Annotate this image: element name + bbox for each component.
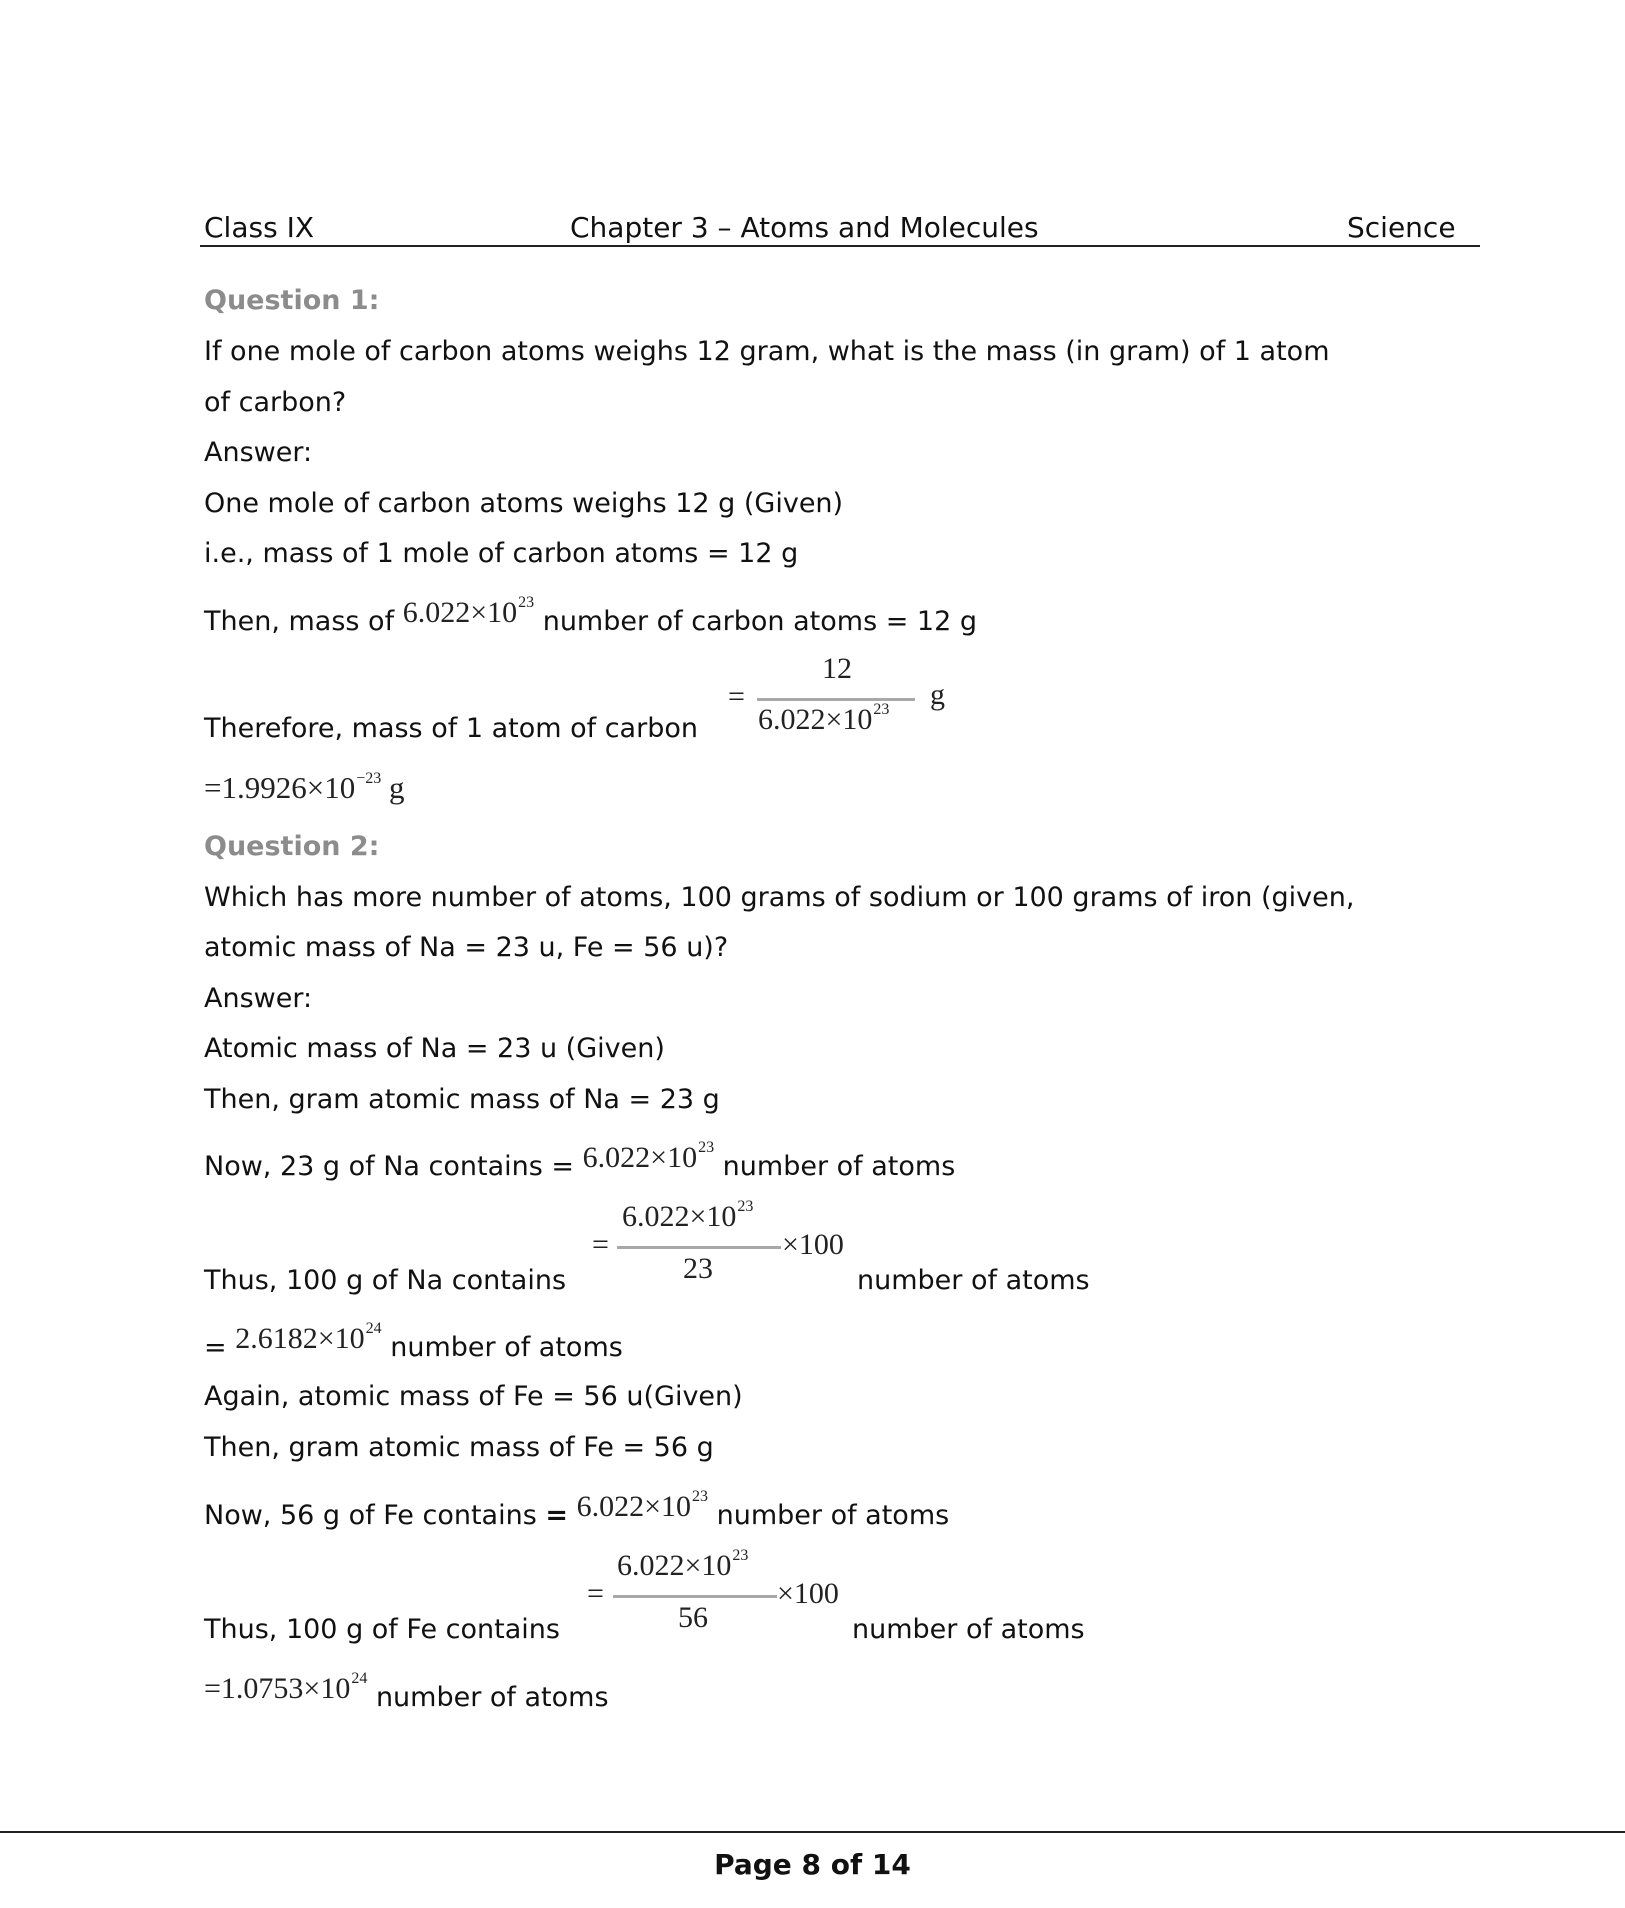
header-rule	[200, 245, 1480, 247]
header-chapter-title: Chapter 3 – Atoms and Molecules	[570, 211, 1039, 244]
q1-answer-line-2: i.e., mass of 1 mole of carbon atoms = 12 g	[204, 538, 799, 569]
q2-l9-multiplier: ×100	[777, 1577, 839, 1610]
q2-l4-post: number of atoms	[857, 1265, 1090, 1296]
question-2-label: Question 2:	[204, 831, 380, 862]
q2-l5-post: number of atoms	[390, 1332, 623, 1363]
q2-l5-mantissa: 2.6182×10	[235, 1322, 365, 1355]
q2-l8-post: number of atoms	[716, 1500, 950, 1531]
q2-l4-pre: Thus, 100 g of Na contains	[204, 1265, 567, 1296]
q1-l3-exponent: 23	[518, 594, 535, 611]
q1-result-exponent: −23	[356, 770, 382, 787]
header-subject: Science	[1347, 211, 1456, 244]
footer-rule	[0, 1831, 1625, 1833]
q1-l3-pre: Then, mass of	[204, 606, 395, 637]
q2-l10-math	[204, 1672, 367, 1705]
q1-l4-fraction-bar	[757, 698, 915, 701]
q1-l3-mantissa: 6.022×10	[402, 596, 518, 629]
q2-l9-post: number of atoms	[852, 1614, 1085, 1645]
question-1-text-line-1: If one mole of carbon atoms weighs 12 gram, what is the mass (in gram) of 1 atom	[204, 336, 1330, 367]
q2-l4-multiplier: ×100	[782, 1228, 844, 1261]
question-1-answer-label: Answer:	[204, 437, 313, 468]
q2-l9-equals: =	[587, 1577, 604, 1610]
question-2-text-line-2: atomic mass of Na = 23 u, Fe = 56 u)?	[204, 932, 729, 963]
q2-answer-line-2: Then, gram atomic mass of Na = 23 g	[204, 1084, 720, 1115]
q2-l9-denominator: 56	[678, 1601, 708, 1634]
q2-l3-exponent: 23	[698, 1139, 715, 1156]
q2-l8-equals: =	[545, 1500, 568, 1531]
q2-answer-line-8	[204, 1488, 950, 1537]
question-1-text-line-2: of carbon?	[204, 387, 347, 418]
q2-l8-math	[577, 1490, 708, 1523]
q2-l9-pre: Thus, 100 g of Fe contains	[204, 1614, 560, 1645]
q2-l3-post: number of atoms	[722, 1151, 956, 1182]
q2-answer-line-10	[204, 1670, 609, 1719]
header-class: Class IX	[204, 211, 315, 244]
question-2-answer-label: Answer:	[204, 983, 313, 1014]
q1-l4-equals: =	[728, 680, 745, 713]
q2-answer-line-3	[204, 1139, 956, 1188]
q1-result-unit: g	[389, 770, 405, 805]
q2-l10-post: number of atoms	[375, 1682, 609, 1713]
q1-l3-math	[403, 596, 534, 629]
q2-l9-num-mantissa: 6.022×10	[617, 1549, 732, 1582]
q2-l5-math	[235, 1322, 381, 1355]
q1-result-mantissa: =1.9926×10	[204, 770, 356, 805]
q1-l4-denominator	[758, 703, 889, 737]
q1-answer-line-3	[204, 594, 977, 643]
q2-l5-equals: =	[204, 1332, 227, 1363]
q2-answer-line-1: Atomic mass of Na = 23 u (Given)	[204, 1033, 665, 1064]
q1-answer-result	[204, 770, 405, 806]
q2-l4-num-mantissa: 6.022×10	[622, 1200, 737, 1233]
question-1-label: Question 1:	[204, 285, 380, 316]
q2-answer-line-5	[204, 1320, 623, 1369]
q2-l4-fraction-bar	[617, 1246, 781, 1249]
q2-l9-numerator	[617, 1549, 748, 1583]
q1-l4-pre: Therefore, mass of 1 atom of carbon	[204, 713, 698, 744]
q1-l3-post: number of carbon atoms = 12 g	[542, 606, 977, 637]
q2-answer-line-6: Again, atomic mass of Fe = 56 u(Given)	[204, 1381, 743, 1412]
q1-l4-numerator: 12	[822, 652, 852, 685]
q2-l3-mantissa: 6.022×10	[582, 1141, 698, 1174]
q2-l8-exponent: 23	[692, 1488, 709, 1505]
q2-l9-num-exponent: 23	[732, 1547, 749, 1564]
page-number: Page 8 of 14	[714, 1848, 911, 1881]
q1-l4-unit: g	[930, 678, 945, 711]
q2-l4-denominator: 23	[683, 1252, 713, 1285]
q2-l8-mantissa: 6.022×10	[576, 1490, 692, 1523]
q2-l4-numerator	[622, 1200, 753, 1234]
q2-l4-num-exponent: 23	[737, 1198, 754, 1215]
q2-l3-math	[583, 1141, 714, 1174]
question-2-text-line-1: Which has more number of atoms, 100 grams of sodium or 100 grams of iron (given,	[204, 882, 1355, 913]
q2-l10-exponent: 24	[351, 1670, 368, 1687]
q2-l3-pre: Now, 23 g of Na contains =	[204, 1151, 575, 1182]
q2-l8-pre: Now, 56 g of Fe contains	[204, 1500, 537, 1531]
q2-l9-fraction-bar	[613, 1595, 777, 1598]
q2-l10-mantissa: =1.0753×10	[204, 1672, 351, 1705]
q2-l5-exponent: 24	[365, 1320, 382, 1337]
q1-l4-den-exponent: 23	[873, 701, 890, 718]
q1-l4-den-mantissa: 6.022×10	[758, 703, 873, 736]
q2-l4-equals: =	[592, 1228, 609, 1261]
q1-answer-line-1: One mole of carbon atoms weighs 12 g (Given)	[204, 488, 844, 519]
q2-answer-line-7: Then, gram atomic mass of Fe = 56 g	[204, 1432, 714, 1463]
